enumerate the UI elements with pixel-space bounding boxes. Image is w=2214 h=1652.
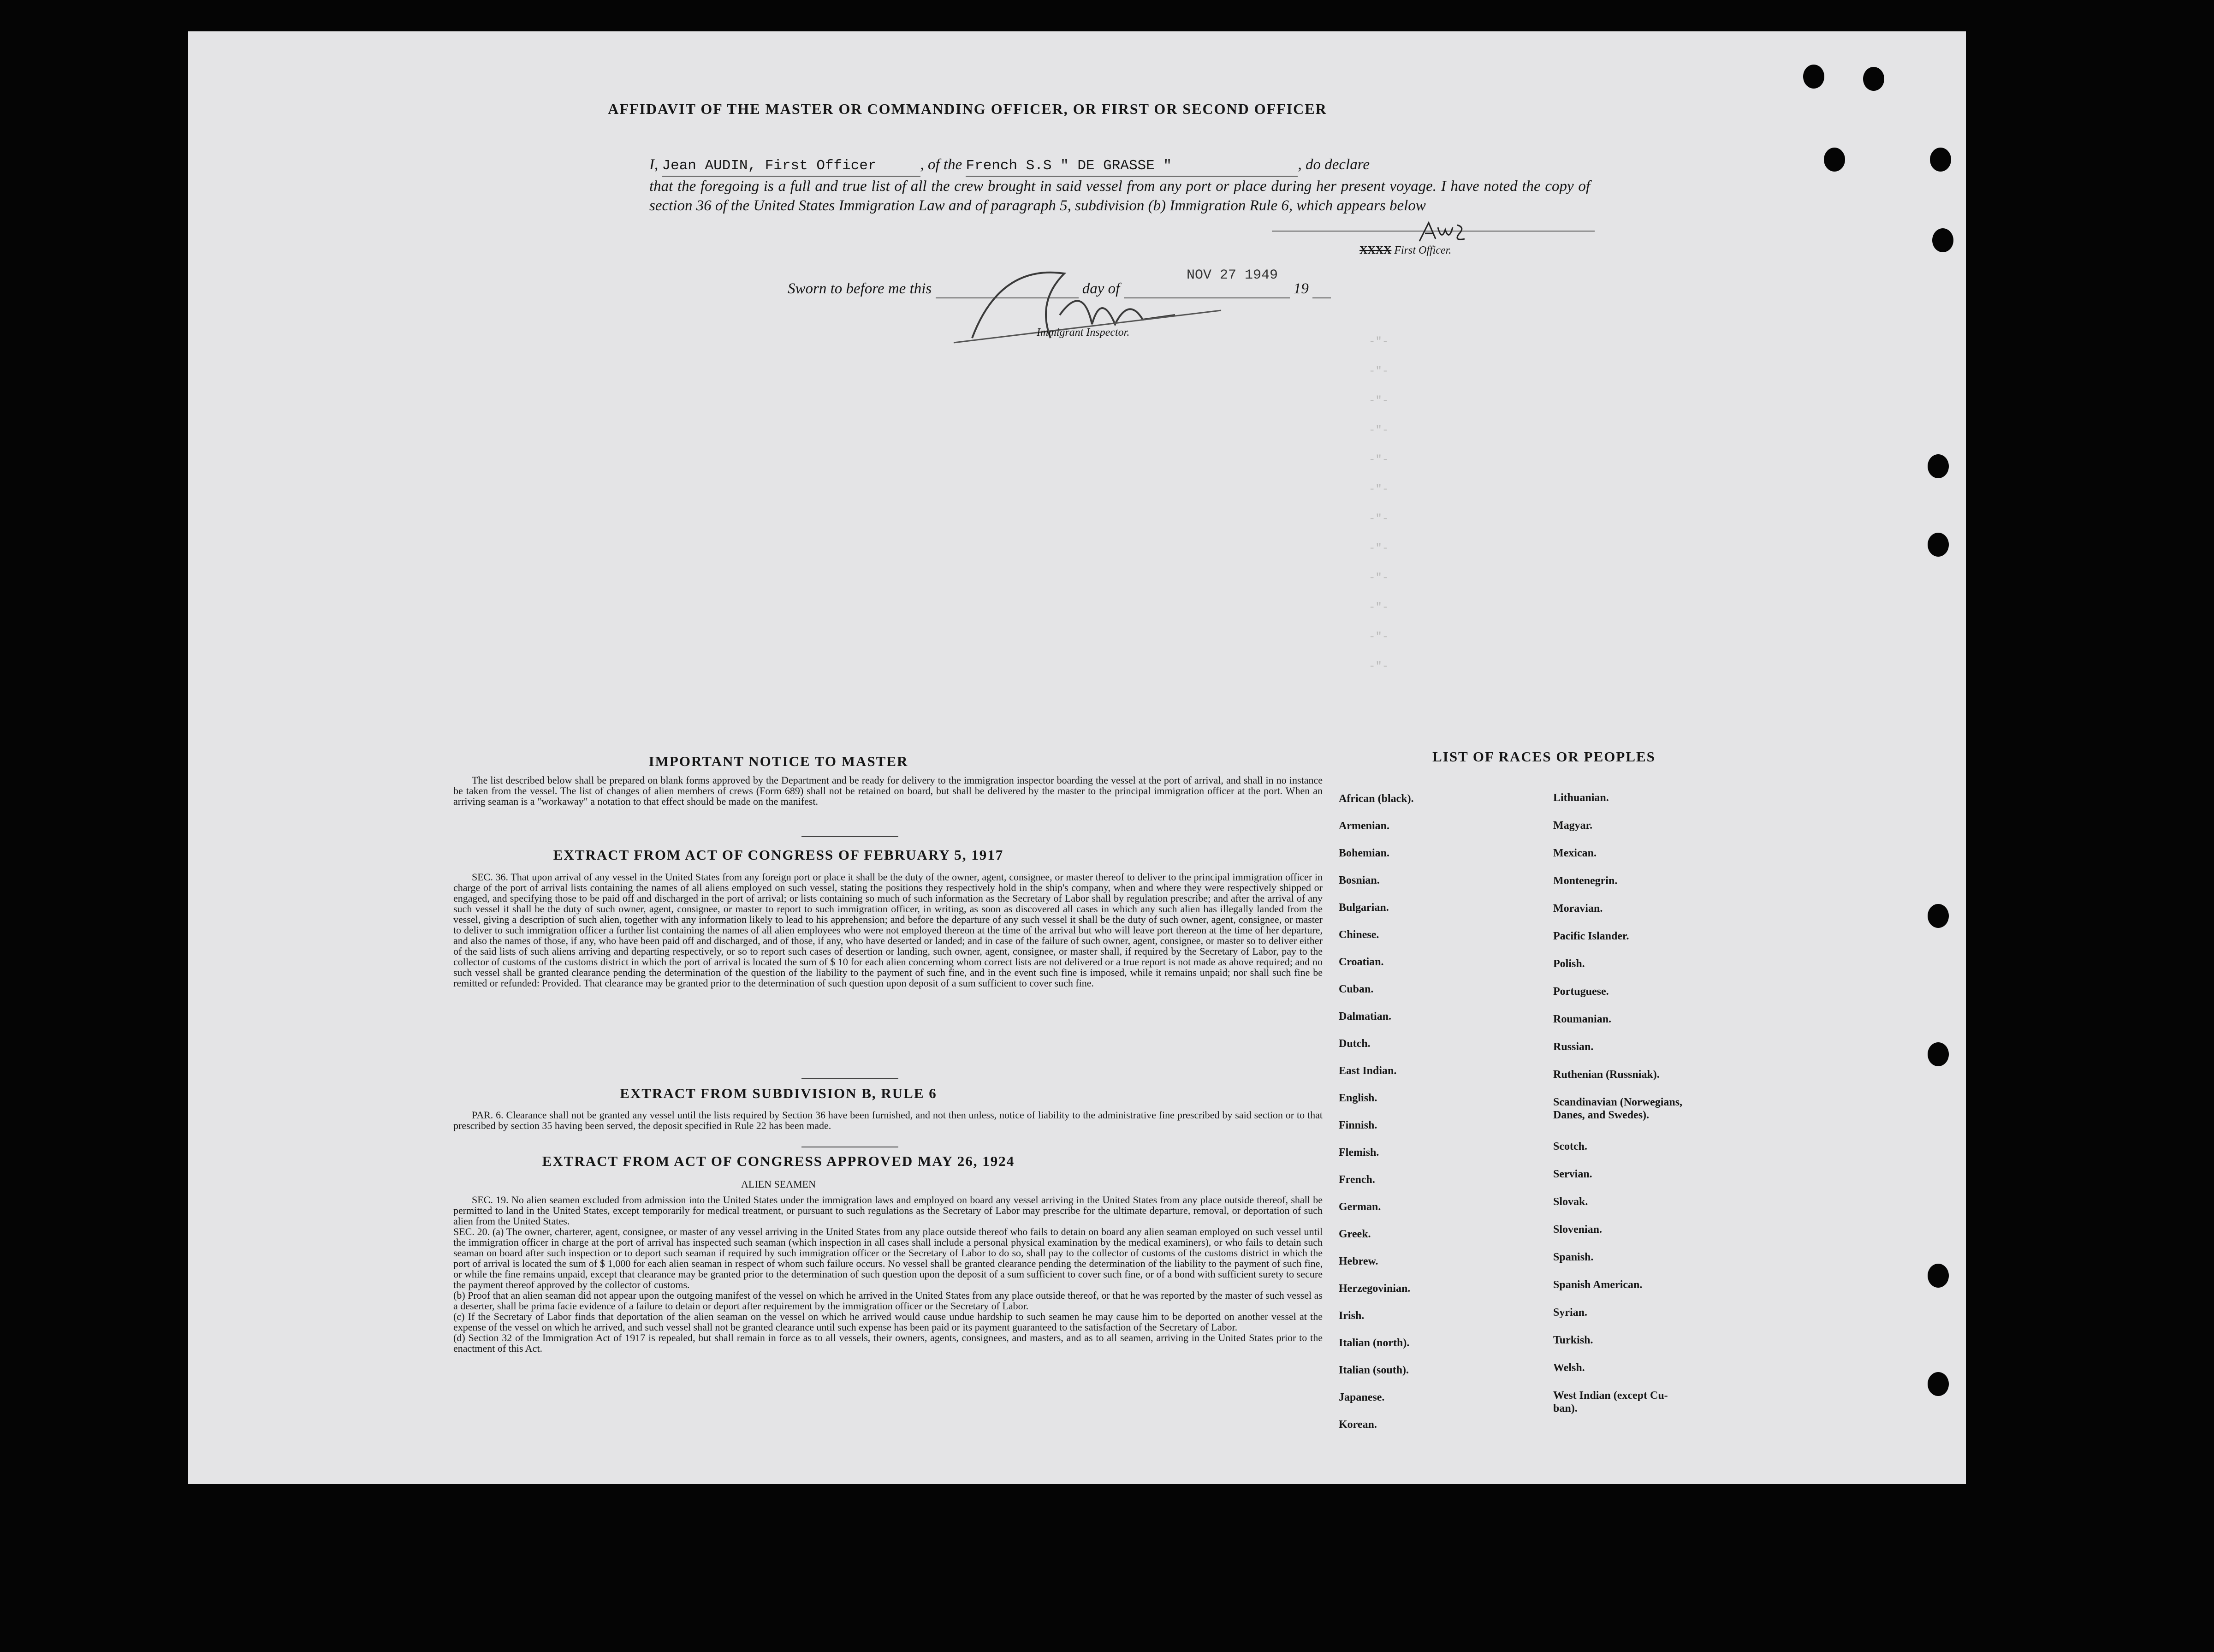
race-entry: Herzegovinian. bbox=[1339, 1283, 1411, 1295]
race-entry: Dutch. bbox=[1339, 1038, 1371, 1050]
declaration-body: that the foregoing is a full and true list of all the crew brought in said vessel from any port or place during her present voyage. I have noted the copy of section 36 of the United States Immigration Law and of paragraph 5, subdivision (b) Immigration Rule 6, which appears below bbox=[649, 178, 1590, 214]
race-entry: Slovenian. bbox=[1553, 1224, 1603, 1236]
declaration-line-1 bbox=[649, 155, 1590, 177]
officer-initials-signature bbox=[1415, 216, 1470, 248]
ditto-mark: -"- bbox=[1369, 513, 1389, 525]
vessel-name-field: French S.S " DE GRASSE " bbox=[966, 156, 1298, 177]
race-entry: Armenian. bbox=[1339, 820, 1389, 832]
affidavit-title: AFFIDAVIT OF THE MASTER OR COMMANDING OFFICER, OR FIRST OR SECOND OFFICER bbox=[608, 101, 1327, 117]
declaration-of-the: , of the bbox=[920, 156, 962, 173]
ditto-mark: -"- bbox=[1369, 454, 1389, 466]
extract-1917-title: EXTRACT FROM ACT OF CONGRESS OF FEBRUARY 5, 1917 bbox=[553, 847, 1004, 863]
punch-hole bbox=[1928, 1372, 1949, 1396]
race-entry: East Indian. bbox=[1339, 1065, 1397, 1077]
punch-hole bbox=[1928, 904, 1949, 928]
race-entry: Lithuanian. bbox=[1553, 792, 1609, 804]
date-stamp: NOV 27 1949 bbox=[1187, 267, 1278, 283]
punch-hole bbox=[1928, 1042, 1949, 1066]
ditto-mark: -"- bbox=[1369, 424, 1389, 437]
race-entry: Polish. bbox=[1553, 958, 1585, 970]
ditto-mark: -"- bbox=[1369, 572, 1389, 584]
ditto-mark: -"- bbox=[1369, 542, 1389, 555]
punch-hole bbox=[1930, 148, 1951, 172]
race-entry: Chinese. bbox=[1339, 929, 1379, 941]
race-entry: Korean. bbox=[1339, 1419, 1377, 1431]
races-left-column bbox=[1339, 792, 1542, 1445]
race-entry: Italian (south). bbox=[1339, 1364, 1409, 1376]
races-right-column bbox=[1553, 791, 1756, 1433]
races-title: LIST OF RACES OR PEOPLES bbox=[1432, 749, 1656, 765]
race-entry: Magyar. bbox=[1553, 820, 1593, 832]
punch-hole bbox=[1928, 1264, 1949, 1288]
subdivision-b-title: EXTRACT FROM SUBDIVISION B, RULE 6 bbox=[620, 1085, 937, 1101]
race-entry: Flemish. bbox=[1339, 1147, 1379, 1159]
ditto-mark: -"- bbox=[1369, 336, 1389, 348]
struck-title-1: XXXX bbox=[1359, 244, 1392, 256]
declaration-suffix: , do declare bbox=[1298, 156, 1370, 173]
inspector-label: Immigrant Inspector. bbox=[1037, 327, 1130, 339]
sworn-prefix: Sworn to before me this bbox=[788, 280, 932, 297]
race-entry: Turkish. bbox=[1553, 1334, 1593, 1346]
ditto-column bbox=[1369, 336, 1396, 690]
race-entry: Spanish. bbox=[1553, 1251, 1594, 1263]
document-page bbox=[188, 31, 1966, 1484]
inspector-signature bbox=[944, 246, 1230, 357]
ditto-mark: -"- bbox=[1369, 365, 1389, 378]
race-entry: Dalmatian. bbox=[1339, 1010, 1391, 1022]
race-entry: Pacific Islander. bbox=[1553, 930, 1629, 942]
declaration-prefix: I, bbox=[649, 156, 659, 173]
officer-title bbox=[1359, 244, 1451, 257]
punch-hole bbox=[1928, 533, 1949, 557]
sworn-year: 19 bbox=[1293, 280, 1309, 297]
race-entry: Japanese. bbox=[1339, 1391, 1385, 1403]
race-entry: Roumanian. bbox=[1553, 1013, 1612, 1025]
race-entry: Portuguese. bbox=[1553, 986, 1609, 998]
extract-1924-text: SEC. 19. No alien seamen excluded from admission into the United States under the immigration laws and employed on board any vessel arriving in the United States from any place outside thereof, shall be permitted to land in the United States, except temporarily for medical treatment, or pursuant to such regulations as the Secretary of Labor may prescribe for the ultimate departure, removal, or deportation of such alien from the United States. SEC. 20. (a) The owner, charterer, agent, consignee, or master of any vessel arriving in the United States from any place outside thereof who fails to detain on board any alien seaman employed on such vessel until the immigration officer in charge at the port of arrival has inspected such seaman (which inspection in all cases shall include a personal physical examination by the medical examiners), or who fails to detain such seaman on board after such inspection or to deport such seaman if required by such immigration officer or the Secretary of Labor to do so, shall pay to the collector of customs of the customs district in which the port of arrival is located the sum of $ 1,000 for each alien seaman in respect of whom such failure occurs. No vessel shall be granted clearance pending the determination of the liability to the payment of such fine, or while the fine remains unpaid, except that clearance may be granted prior to the determination of such question upon the deposit of a sum sufficient to cover such fine, or of a bond with sufficient surety to secure the payment thereof approved by the collector of customs. (b) Proof that an alien seaman did not appear upon the outgoing manifest of the vessel on which he arrived in the United States from any place outside thereof, or that he was reported by the master of such vessel as a deserter, shall be prima facie evidence of a failure to detain or deport after requirement by the immigration officer or the Secretary of Labor. (c) If the Secretary of Labor finds that deportation of the alien seaman on the vessel on which he arrived would cause undue hardship to such seamen he may cause him to be deported on another vessel at the expense of the vessel on which he arrived, and such vessel shall not be granted clearance until such expense has been paid or its payment guaranteed to the satisfaction of the Secretary of Labor. (d) Section 32 of the Immigration Act of 1917 is repealed, but shall remain in force as to all vessels, their owners, agents, consignees, and masters, and as to all seamen, arriving in the United States prior to the enactment of this Act. bbox=[453, 1194, 1323, 1354]
ditto-mark: -"- bbox=[1369, 601, 1389, 614]
sworn-day-of: day of bbox=[1082, 280, 1120, 297]
punch-hole bbox=[1928, 454, 1949, 478]
race-entry: Greek. bbox=[1339, 1228, 1371, 1240]
race-entry: Montenegrin. bbox=[1553, 875, 1618, 887]
officer-label: First Officer. bbox=[1394, 244, 1452, 256]
race-entry: Russian. bbox=[1553, 1041, 1594, 1053]
race-entry: Moravian. bbox=[1553, 903, 1603, 915]
alien-seamen-subtitle: ALIEN SEAMEN bbox=[741, 1178, 816, 1190]
divider bbox=[801, 1078, 898, 1079]
punch-hole bbox=[1863, 67, 1884, 91]
affidavit-declaration bbox=[649, 155, 1590, 215]
ditto-mark: -"- bbox=[1369, 395, 1389, 407]
race-entry: Italian (north). bbox=[1339, 1337, 1410, 1349]
race-entry: Syrian. bbox=[1553, 1307, 1588, 1319]
race-entry: Welsh. bbox=[1553, 1362, 1585, 1374]
sworn-year-field bbox=[1312, 280, 1331, 298]
race-entry: English. bbox=[1339, 1092, 1377, 1104]
extract-1924-title: EXTRACT FROM ACT OF CONGRESS APPROVED MAY 26, 1924 bbox=[542, 1153, 1015, 1169]
race-entry: Servian. bbox=[1553, 1168, 1592, 1180]
ditto-mark: -"- bbox=[1369, 660, 1389, 673]
race-entry: French. bbox=[1339, 1174, 1375, 1186]
race-entry: Mexican. bbox=[1553, 847, 1597, 859]
race-entry: Bosnian. bbox=[1339, 874, 1380, 886]
punch-hole bbox=[1932, 228, 1953, 252]
notice-title: IMPORTANT NOTICE TO MASTER bbox=[648, 753, 908, 769]
race-entry: Hebrew. bbox=[1339, 1255, 1378, 1267]
race-entry: West Indian (except Cu- ban). bbox=[1553, 1390, 1668, 1414]
officer-name-field: Jean AUDIN, First Officer bbox=[662, 156, 920, 177]
race-entry: Irish. bbox=[1339, 1310, 1365, 1322]
ditto-mark: -"- bbox=[1369, 631, 1389, 643]
extract-1917-text: SEC. 36. That upon arrival of any vessel in the United States from any foreign port or place it shall be the duty of the owner, agent, consignee, or master thereof to deliver to the principal immigration officer in charge of the port of arrival lists containing the names of all aliens employed on such vessel, stating the positions they respectively hold in the ship's company, when and where they were respectively shipped or engaged, and specifying those to be paid off and discharged in the port of arrival; or lists containing so much of such information as the Secretary of Labor shall by regulation prescribe; and after the arrival of any such vessel it shall be the duty of such owner, agent, consignee, or master to report to such immigration officer, in writing, as soon as discovered all cases in which any such alien has illegally landed from the vessel, giving a description of such alien, together with any information likely to lead to his apprehension; and before the departure of any such vessel it shall be the duty of such owner, agent, consignee, or master to deliver to such immigration officer a further list containing the names of all alien employees who were not employed thereon at the time of the arrival but who will leave port thereon at the time of her departure, and also the names of those, if any, who have been paid off and discharged, and of those, if any, who have deserted or landed; and in case of the failure of such owner, agent, consignee, or master so to deliver either of the said lists of such aliens arriving and departing respectively, or so to report such cases of desertion or landing, such owner, agent, consignee, or master shall, if required by the Secretary of Labor, pay to the collector of customs of the customs district in which the port of arrival is located the sum of $ 10 for each alien concerning whom correct lists are not delivered or a true report is not made as above required; and no such vessel shall be granted clearance pending the determination of the question of the liability to the payment of such fine, and in the event such fine is imposed, while it remains unpaid; nor shall such fine be remitted or refunded: Provided. That clearance may be granted prior to the determination of such question upon deposit of a sum sufficient to cover such fine. bbox=[453, 871, 1323, 989]
race-entry: Scandinavian (Norwegians, Danes, and Swedes). bbox=[1553, 1096, 1683, 1121]
race-entry: Scotch. bbox=[1553, 1141, 1587, 1153]
ditto-mark: -"- bbox=[1369, 483, 1389, 496]
race-entry: Finnish. bbox=[1339, 1119, 1377, 1131]
race-entry: African (black). bbox=[1339, 793, 1414, 805]
race-entry: Bohemian. bbox=[1339, 847, 1390, 859]
subdivision-b-text: PAR. 6. Clearance shall not be granted any vessel until the lists required by Section 36 have been furnished, and not then unless, notice of liability to the administrative fine prescribed by said section or to that prescribed by section 35 having been served, the deposit specified in Rule 22 has been made. bbox=[453, 1109, 1323, 1131]
divider bbox=[801, 836, 898, 837]
race-entry: Bulgarian. bbox=[1339, 902, 1389, 914]
race-entry: Cuban. bbox=[1339, 983, 1374, 995]
punch-hole bbox=[1803, 65, 1824, 89]
race-entry: Slovak. bbox=[1553, 1196, 1588, 1208]
race-entry: Ruthenian (Russniak). bbox=[1553, 1069, 1660, 1081]
race-entry: Spanish American. bbox=[1553, 1279, 1643, 1291]
notice-text: The list described below shall be prepared on blank forms approved by the Department and be ready for delivery to the immigration inspector boarding the vessel at the port of arrival, and shall in no instance be taken from the vessel. The list of changes of alien members of crews (Form 689) shall not be retained on board, but shall be delivered by the master to the principal immigration officer at the port. When an arriving seaman is a "workaway" a notation to that effect should be made on the manifest. bbox=[453, 774, 1323, 807]
race-entry: Croatian. bbox=[1339, 956, 1384, 968]
punch-hole bbox=[1824, 148, 1845, 172]
race-entry: German. bbox=[1339, 1201, 1381, 1213]
